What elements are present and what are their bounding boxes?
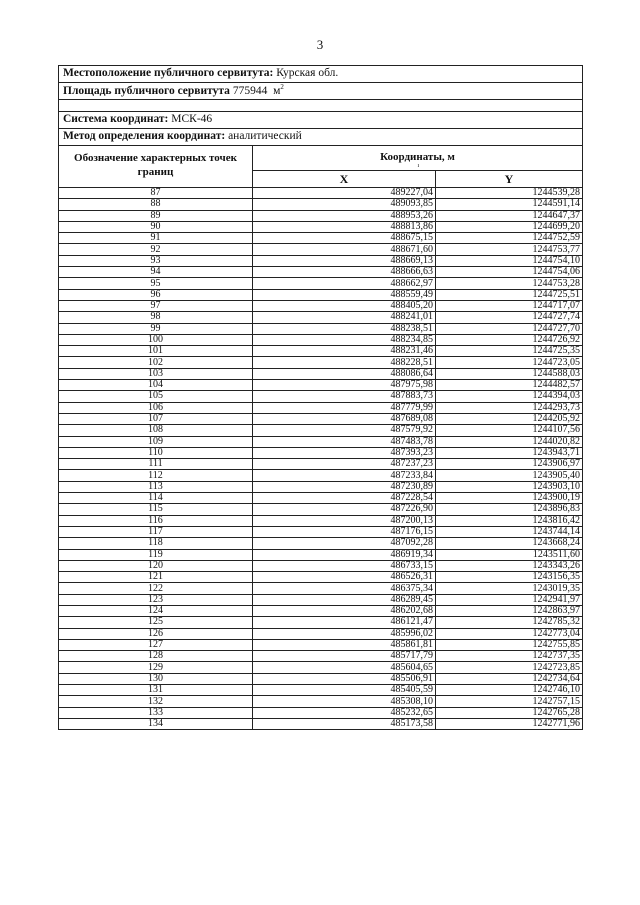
point-number: 129 <box>59 662 253 673</box>
point-number: 94 <box>59 267 253 278</box>
y-coordinate: 1242723,85 <box>436 662 583 673</box>
table-row <box>59 436 583 447</box>
x-coordinate: 487176,15 <box>253 526 436 537</box>
table-row <box>59 718 583 729</box>
y-coordinate: 1242737,35 <box>436 651 583 662</box>
table-header-row <box>59 146 583 171</box>
y-coordinate: 1244723,05 <box>436 357 583 368</box>
table-row <box>59 199 583 210</box>
table-row <box>59 244 583 255</box>
y-coordinate: 1244293,73 <box>436 402 583 413</box>
table-row <box>59 312 583 323</box>
point-number: 117 <box>59 526 253 537</box>
x-coordinate: 486919,34 <box>253 549 436 560</box>
y-coordinate: 1244752,59 <box>436 233 583 244</box>
point-number: 114 <box>59 493 253 504</box>
coordinates-column-header <box>253 146 583 171</box>
point-number: 112 <box>59 470 253 481</box>
x-coordinate: 486121,47 <box>253 617 436 628</box>
x-coordinate: 488669,13 <box>253 255 436 266</box>
y-column-header: Y <box>436 170 583 187</box>
y-coordinate: 1242863,97 <box>436 605 583 616</box>
point-number: 99 <box>59 323 253 334</box>
table-row <box>59 696 583 707</box>
point-number: 118 <box>59 538 253 549</box>
x-coordinate: 488241,01 <box>253 312 436 323</box>
x-coordinate: 487228,54 <box>253 493 436 504</box>
x-coordinate: 487779,99 <box>253 402 436 413</box>
x-coordinate: 488675,15 <box>253 233 436 244</box>
x-coordinate: 485506,91 <box>253 673 436 684</box>
table-row <box>59 188 583 199</box>
x-coordinate: 485405,59 <box>253 685 436 696</box>
point-number: 125 <box>59 617 253 628</box>
x-coordinate: 487092,28 <box>253 538 436 549</box>
point-number: 111 <box>59 459 253 470</box>
table-row <box>59 278 583 289</box>
x-coordinate: 487579,92 <box>253 425 436 436</box>
method-label: Метод определения координат: <box>63 130 226 143</box>
y-coordinate: 1243943,71 <box>436 447 583 458</box>
point-number: 132 <box>59 696 253 707</box>
area-unit-exponent: 2 <box>280 83 284 92</box>
x-coordinate: 487200,13 <box>253 515 436 526</box>
table-row <box>59 673 583 684</box>
y-coordinate: 1242757,15 <box>436 696 583 707</box>
point-number: 113 <box>59 481 253 492</box>
y-coordinate: 1242755,85 <box>436 639 583 650</box>
y-coordinate: 1244753,28 <box>436 278 583 289</box>
table-row <box>59 447 583 458</box>
y-coordinate: 1244107,56 <box>436 425 583 436</box>
location-value: Курская обл. <box>276 67 339 80</box>
point-number: 88 <box>59 199 253 210</box>
area-unit: м <box>273 85 281 98</box>
x-coordinate: 485173,58 <box>253 718 436 729</box>
point-number: 128 <box>59 651 253 662</box>
method-row <box>59 129 583 146</box>
point-number: 107 <box>59 413 253 424</box>
coordinates-header-text: Координаты, м <box>380 151 455 164</box>
x-coordinate: 488671,60 <box>253 244 436 255</box>
table-row <box>59 526 583 537</box>
y-coordinate: 1244754,10 <box>436 255 583 266</box>
x-coordinate: 485232,65 <box>253 707 436 718</box>
table-row <box>59 707 583 718</box>
table-row <box>59 357 583 368</box>
table-row <box>59 628 583 639</box>
point-number: 95 <box>59 278 253 289</box>
table-row <box>59 233 583 244</box>
point-number: 115 <box>59 504 253 515</box>
table-row <box>59 538 583 549</box>
point-number: 134 <box>59 718 253 729</box>
x-coordinate: 486289,45 <box>253 594 436 605</box>
point-number: 133 <box>59 707 253 718</box>
y-coordinate: 1242734,64 <box>436 673 583 684</box>
y-coordinate: 1244588,03 <box>436 368 583 379</box>
servitude-coordinates-table <box>58 65 583 730</box>
table-row <box>59 323 583 334</box>
table-row <box>59 402 583 413</box>
x-coordinate: 487483,78 <box>253 436 436 447</box>
point-number: 101 <box>59 346 253 357</box>
y-coordinate: 1243905,40 <box>436 470 583 481</box>
table-row <box>59 391 583 402</box>
point-number: 108 <box>59 425 253 436</box>
y-coordinate: 1244753,77 <box>436 244 583 255</box>
y-coordinate: 1242785,32 <box>436 617 583 628</box>
point-number: 90 <box>59 221 253 232</box>
y-coordinate: 1244727,74 <box>436 312 583 323</box>
y-coordinate: 1244020,82 <box>436 436 583 447</box>
table-row <box>59 639 583 650</box>
y-coordinate: 1243903,10 <box>436 481 583 492</box>
y-coordinate: 1243511,60 <box>436 549 583 560</box>
table-row <box>59 413 583 424</box>
y-coordinate: 1244591,14 <box>436 199 583 210</box>
point-number: 103 <box>59 368 253 379</box>
point-number: 96 <box>59 289 253 300</box>
y-coordinate: 1244647,37 <box>436 210 583 221</box>
point-number: 91 <box>59 233 253 244</box>
table-row <box>59 560 583 571</box>
point-number: 89 <box>59 210 253 221</box>
y-coordinate: 1242773,04 <box>436 628 583 639</box>
spacer-row <box>59 100 583 112</box>
table-row <box>59 493 583 504</box>
coord-system-row <box>59 112 583 129</box>
x-coordinate: 488953,26 <box>253 210 436 221</box>
area-label: Площадь публичного сервитута <box>63 85 230 98</box>
method-value: аналитический <box>228 130 302 143</box>
y-coordinate: 1244394,03 <box>436 391 583 402</box>
table-row <box>59 515 583 526</box>
table-row <box>59 334 583 345</box>
point-number: 121 <box>59 572 253 583</box>
x-coordinate: 486202,68 <box>253 605 436 616</box>
point-number: 102 <box>59 357 253 368</box>
y-coordinate: 1244717,07 <box>436 300 583 311</box>
table-row <box>59 617 583 628</box>
x-coordinate: 485861,81 <box>253 639 436 650</box>
x-coordinate: 487226,90 <box>253 504 436 515</box>
y-coordinate: 1244754,06 <box>436 267 583 278</box>
header-tick-mark: ı <box>417 162 420 169</box>
x-coordinate: 488086,64 <box>253 368 436 379</box>
x-coordinate: 488666,63 <box>253 267 436 278</box>
y-coordinate: 1243896,83 <box>436 504 583 515</box>
y-coordinate: 1242941,97 <box>436 594 583 605</box>
point-number: 123 <box>59 594 253 605</box>
point-number: 127 <box>59 639 253 650</box>
y-coordinate: 1244725,35 <box>436 346 583 357</box>
table-row <box>59 662 583 673</box>
x-coordinate: 488813,86 <box>253 221 436 232</box>
x-coordinate: 487975,98 <box>253 380 436 391</box>
x-coordinate: 486733,15 <box>253 560 436 571</box>
x-coordinate: 487883,73 <box>253 391 436 402</box>
table-row <box>59 583 583 594</box>
x-coordinate: 488228,51 <box>253 357 436 368</box>
table-row <box>59 470 583 481</box>
x-coordinate: 485604,65 <box>253 662 436 673</box>
table-row <box>59 300 583 311</box>
x-coordinate: 485717,79 <box>253 651 436 662</box>
coordinate-rows <box>59 188 583 730</box>
coord-system-label: Система координат: <box>63 113 169 126</box>
x-coordinate: 488405,20 <box>253 300 436 311</box>
area-value: 775944 <box>232 85 268 98</box>
y-coordinate: 1243744,14 <box>436 526 583 537</box>
point-number: 126 <box>59 628 253 639</box>
point-number: 131 <box>59 685 253 696</box>
table-row <box>59 605 583 616</box>
point-number: 97 <box>59 300 253 311</box>
table-row <box>59 368 583 379</box>
y-coordinate: 1244539,28 <box>436 188 583 199</box>
point-column-header: Обозначение характерных точек границ <box>59 146 253 188</box>
y-coordinate: 1244726,92 <box>436 334 583 345</box>
y-coordinate: 1243156,35 <box>436 572 583 583</box>
point-number: 98 <box>59 312 253 323</box>
location-label: Местоположение публичного сервитута: <box>63 67 274 80</box>
table-row <box>59 210 583 221</box>
point-number: 105 <box>59 391 253 402</box>
x-coordinate: 489227,04 <box>253 188 436 199</box>
x-coordinate: 488559,49 <box>253 289 436 300</box>
table-row <box>59 481 583 492</box>
x-coordinate: 487393,23 <box>253 447 436 458</box>
point-number: 120 <box>59 560 253 571</box>
x-coordinate: 486526,31 <box>253 572 436 583</box>
area-row <box>59 83 583 100</box>
point-number: 87 <box>59 188 253 199</box>
y-coordinate: 1244727,70 <box>436 323 583 334</box>
point-number: 92 <box>59 244 253 255</box>
y-coordinate: 1243816,42 <box>436 515 583 526</box>
point-number: 110 <box>59 447 253 458</box>
table-row <box>59 594 583 605</box>
x-coordinate: 489093,85 <box>253 199 436 210</box>
table-row <box>59 459 583 470</box>
y-coordinate: 1243019,35 <box>436 583 583 594</box>
table-row <box>59 221 583 232</box>
table-row <box>59 425 583 436</box>
y-coordinate: 1243906,97 <box>436 459 583 470</box>
x-column-header: X <box>253 170 436 187</box>
table-row <box>59 504 583 515</box>
point-number: 104 <box>59 380 253 391</box>
y-coordinate: 1244699,20 <box>436 221 583 232</box>
coord-system-value: МСК-46 <box>171 113 213 126</box>
x-coordinate: 485308,10 <box>253 696 436 707</box>
point-number: 93 <box>59 255 253 266</box>
x-coordinate: 488662,97 <box>253 278 436 289</box>
x-coordinate: 487233,84 <box>253 470 436 481</box>
y-coordinate: 1243668,24 <box>436 538 583 549</box>
x-coordinate: 488234,85 <box>253 334 436 345</box>
table-row <box>59 685 583 696</box>
point-number: 109 <box>59 436 253 447</box>
page-number: 3 <box>316 37 324 52</box>
y-coordinate: 1242765,28 <box>436 707 583 718</box>
x-coordinate: 487237,23 <box>253 459 436 470</box>
y-coordinate: 1243900,19 <box>436 493 583 504</box>
y-coordinate: 1244725,51 <box>436 289 583 300</box>
point-number: 116 <box>59 515 253 526</box>
point-number: 130 <box>59 673 253 684</box>
table-row <box>59 380 583 391</box>
table-row <box>59 346 583 357</box>
location-row <box>59 66 583 83</box>
point-number: 100 <box>59 334 253 345</box>
x-coordinate: 485996,02 <box>253 628 436 639</box>
y-coordinate: 1242746,10 <box>436 685 583 696</box>
y-coordinate: 1243343,26 <box>436 560 583 571</box>
table-row <box>59 549 583 560</box>
y-coordinate: 1244205,92 <box>436 413 583 424</box>
point-number: 119 <box>59 549 253 560</box>
table-row <box>59 651 583 662</box>
point-number: 122 <box>59 583 253 594</box>
x-coordinate: 488238,51 <box>253 323 436 334</box>
y-coordinate: 1244482,57 <box>436 380 583 391</box>
y-coordinate: 1242771,96 <box>436 718 583 729</box>
x-coordinate: 487689,08 <box>253 413 436 424</box>
table-row <box>59 255 583 266</box>
x-coordinate: 488231,46 <box>253 346 436 357</box>
point-number: 106 <box>59 402 253 413</box>
x-coordinate: 486375,34 <box>253 583 436 594</box>
table-row <box>59 289 583 300</box>
table-row <box>59 267 583 278</box>
x-coordinate: 487230,89 <box>253 481 436 492</box>
table-row <box>59 572 583 583</box>
point-number: 124 <box>59 605 253 616</box>
